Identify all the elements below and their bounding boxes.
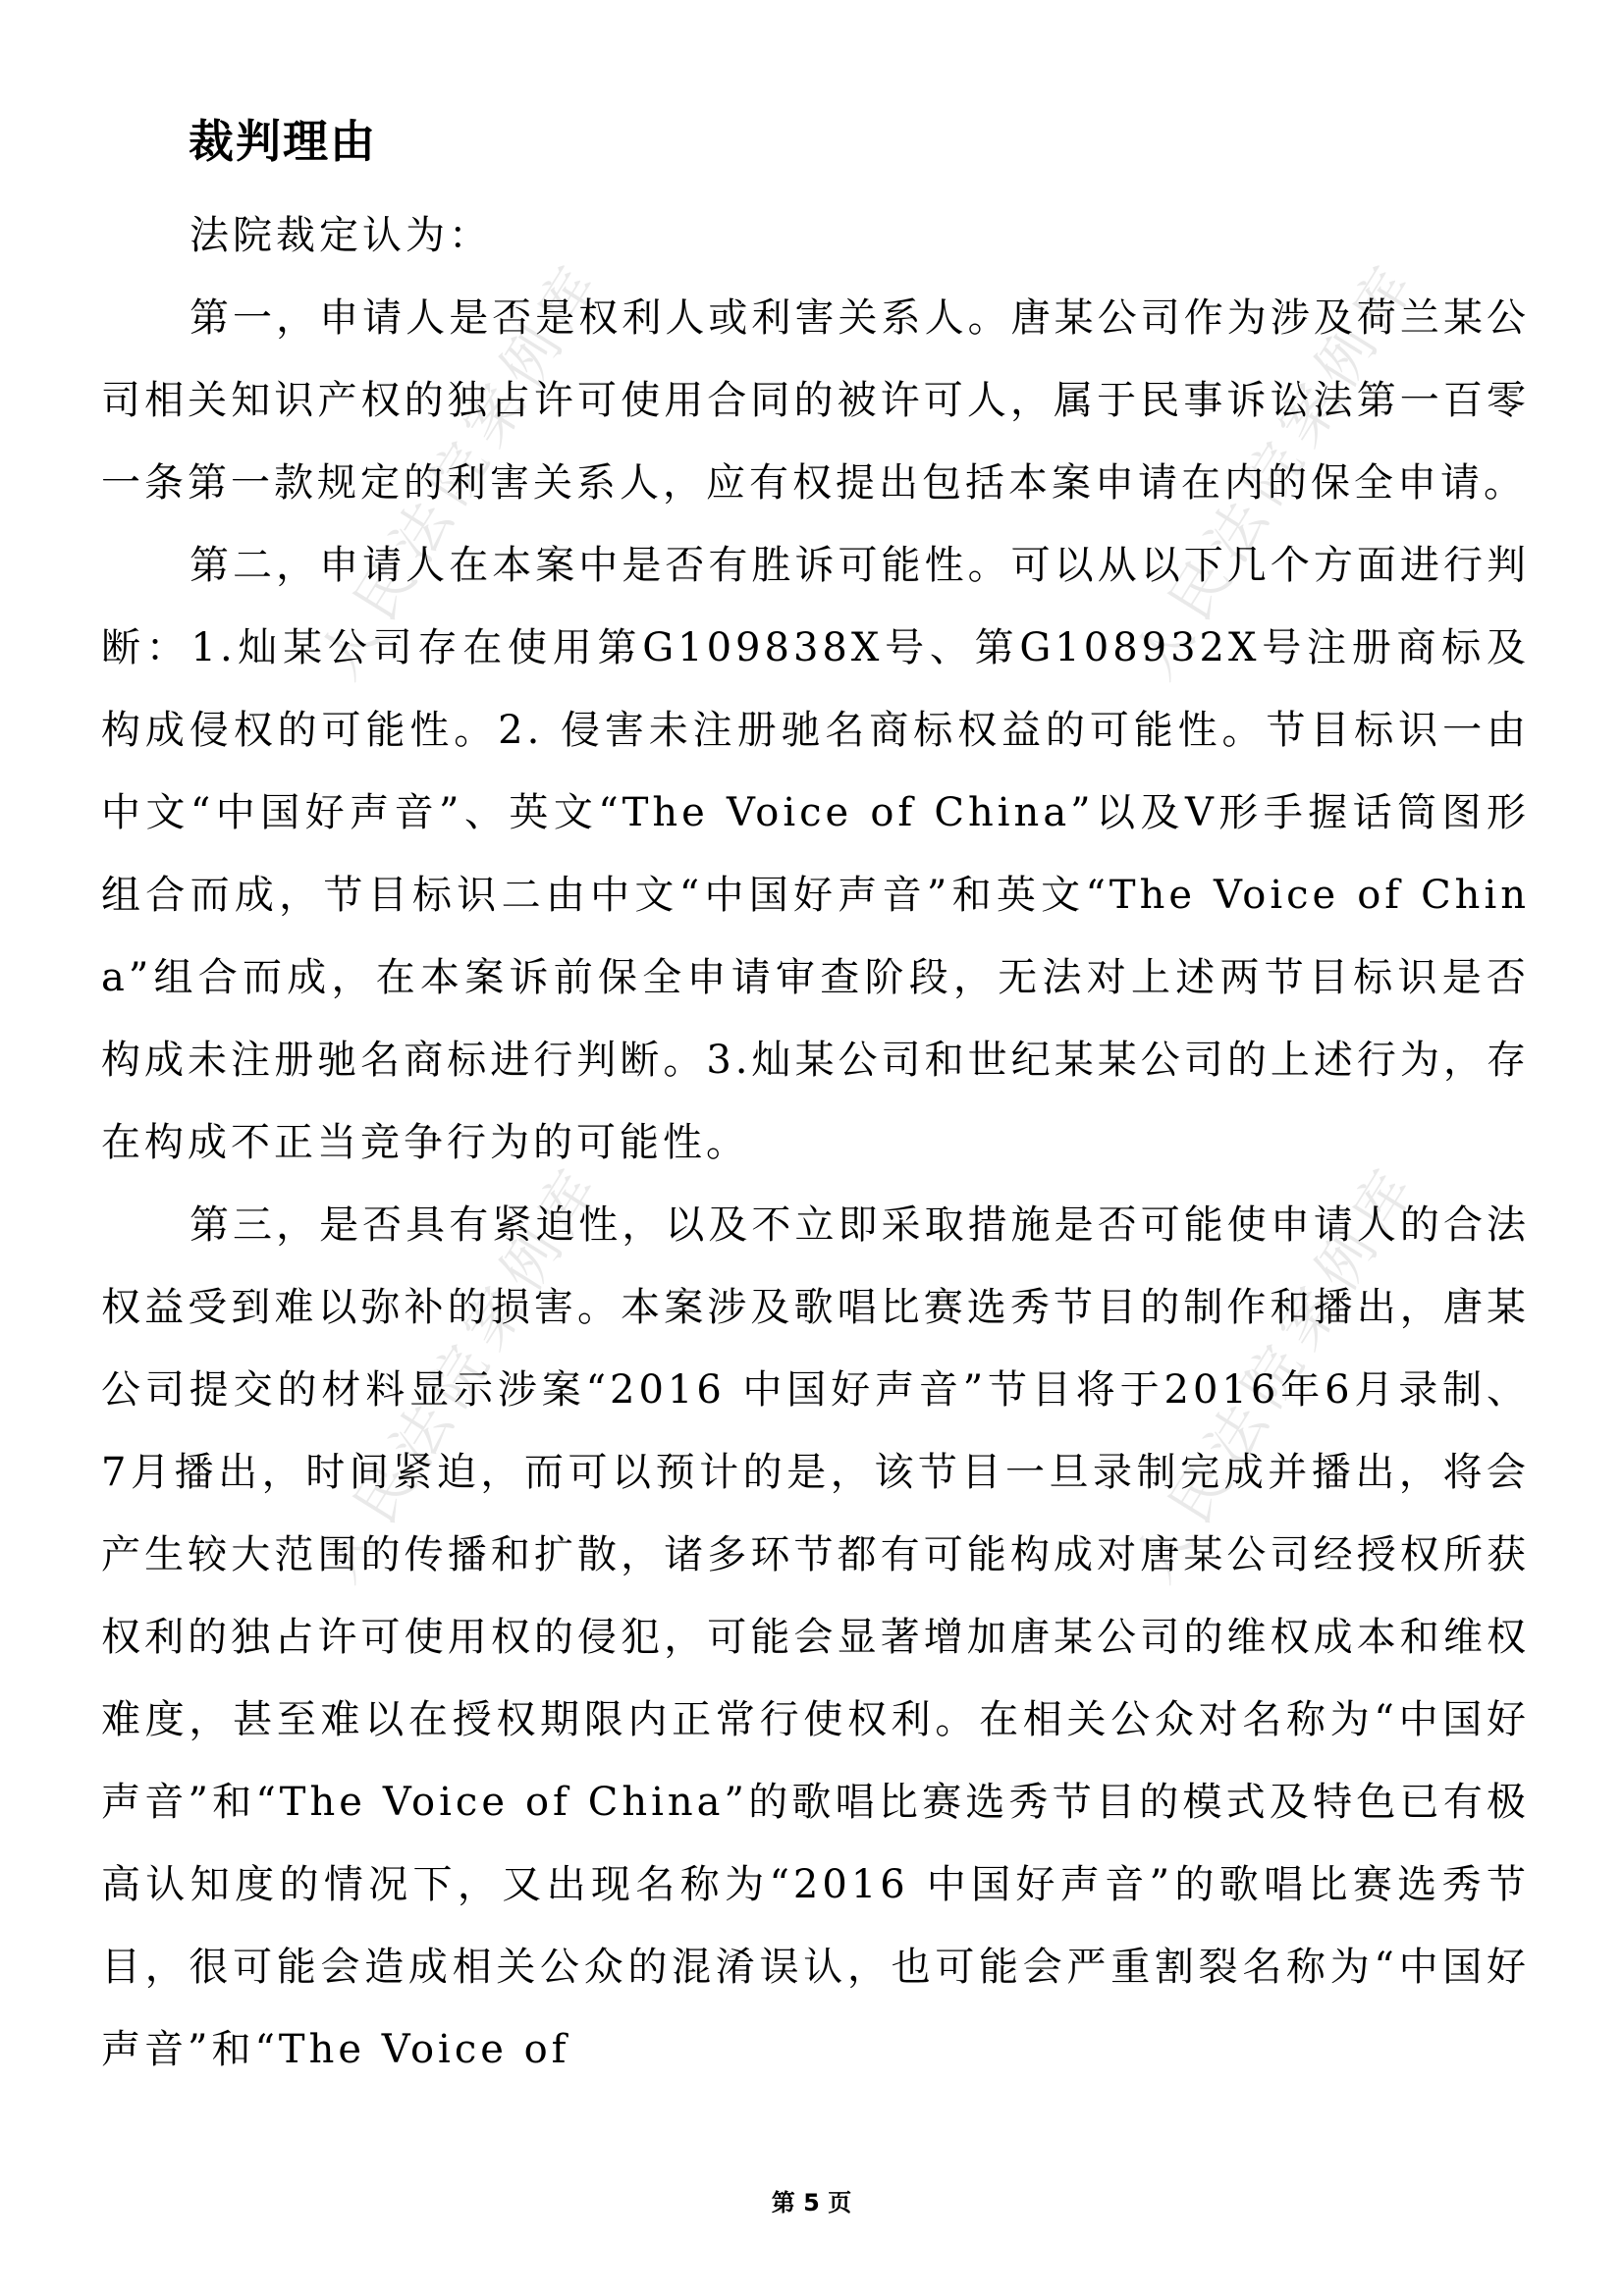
paragraph-intro: 法院裁定认为： [189, 213, 492, 258]
document-body [101, 194, 1530, 2091]
watermark: 人民法院案例库 [1120, 1149, 1433, 1593]
paragraph-first: 第一，申请人是否是权利人或利害关系人。唐某公司作为涉及荷兰某公司相关知识产权的独占许可使用合同的被许可人，属于民事诉讼法第一百零一条第一款规定的利害关系人，应有权提出包括本案申请在内的保全申请。 [101, 295, 1530, 506]
section-heading: 裁判理由 [189, 115, 377, 168]
page-number: 第 5 页 [771, 2189, 852, 2216]
watermark: 人民法院案例库 [1120, 246, 1433, 690]
watermark: 人民法院案例库 [305, 1149, 618, 1593]
paragraph-second: 第二，申请人在本案中是否有胜诉可能性。可以从以下几个方面进行判断：1.灿某公司存在使用第G109838X号、第G108932X号注册商标及构成侵权的可能性。2. 侵害未注册驰名商标权益的可能性。节目标识一由中文“中国好声音”、英文“The Voice of China”以及V形手握话筒图形组合而成，节目标识二由中文“中国好声音”和英文“The Voice of China”组合而成，在本案诉前保全申请审查阶段，无法对上述两节目标识是否构成未注册驰名商标进行判断。3.灿某公司和世纪某某公司的上述行为，存在构成不正当竞争行为的可能性。 [101, 543, 1530, 1165]
watermark: 人民法院案例库 [305, 246, 618, 690]
paragraph-third: 第三，是否具有紧迫性，以及不立即采取措施是否可能使申请人的合法权益受到难以弥补的损害。本案涉及歌唱比赛选秀节目的制作和播出，唐某公司提交的材料显示涉案“2016 中国好声音”节目将于2016年6月录制、7月播出，时间紧迫，而可以预计的是，该节目一旦录制完成并播出，将会产生较大范围的传播和扩散，诸多环节都有可能构成对唐某公司经授权所获权利的独占许可使用权的侵犯，可能会显著增加唐某公司的维权成本和维权难度，甚至难以在授权期限内正常行使权利。在相关公众对名称为“中国好声音”和“The Voice of China”的歌唱比赛选秀节目的模式及特色已有极高认知度的情况下，又出现名称为“2016 中国好声音”的歌唱比赛选秀节目，很可能会造成相关公众的混淆误认，也可能会严重割裂名称为“中国好声音”和“The Voice of [101, 1202, 1530, 2072]
